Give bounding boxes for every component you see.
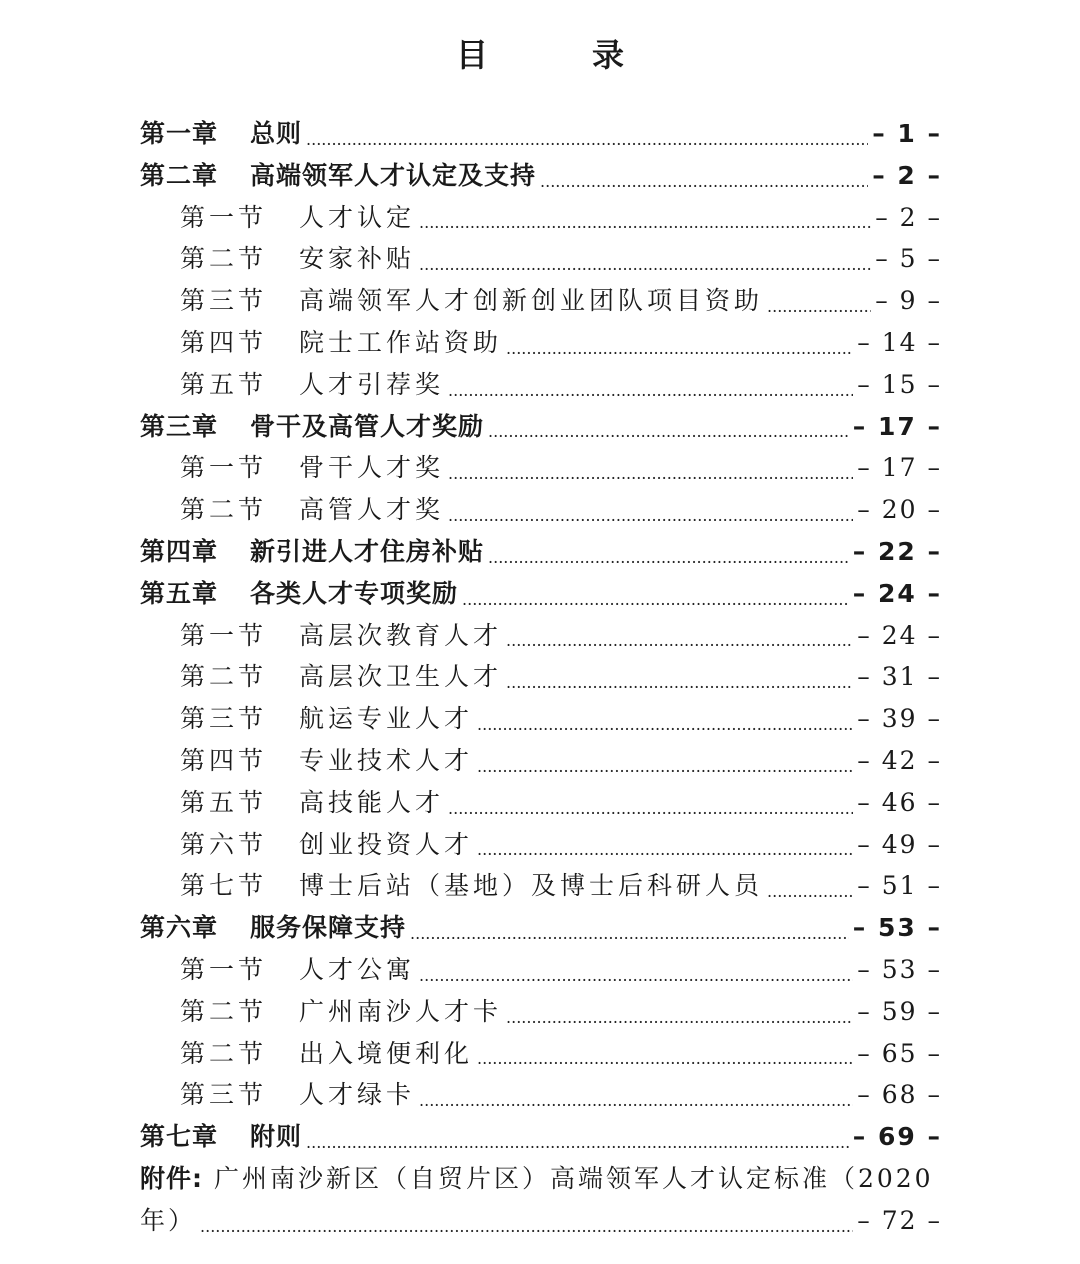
chapter-number: 第六章 [140,913,219,943]
toc-section-entry[interactable] [140,615,942,657]
page-number: – 2 – [875,202,942,232]
dot-leader [488,417,849,447]
section-title: 高端领军人才创新创业团队项目资助 [299,286,764,316]
section-title: 高层次教育人才 [299,620,503,650]
section-title: 人才公寓 [299,954,416,984]
toc-chapter-entry[interactable] [140,573,942,615]
toc-section-entry[interactable] [140,197,942,239]
chapter-title: 服务保障支持 [250,913,407,943]
chapter-title: 总则 [250,119,303,148]
section-number: 第三节 [180,1080,268,1110]
chapter-number: 第五章 [140,578,219,608]
page-number: – 53 – [857,954,942,984]
dot-leader [488,543,849,573]
section-number: 第三节 [180,286,268,316]
page-number: – 68 – [857,1080,942,1110]
section-number: 第五节 [180,369,268,399]
page-number: – 20 – [857,495,942,525]
chapter-number: 第三章 [140,411,219,441]
toc-section-entry[interactable] [140,991,942,1033]
toc-section-entry[interactable] [140,698,942,740]
attachment-entry-continued[interactable] [140,1200,942,1242]
dot-leader [462,585,849,615]
dot-leader [540,167,868,197]
chapter-number: 第二章 [140,160,219,190]
dot-leader [306,125,868,155]
dot-leader [506,668,853,698]
dot-leader [767,877,853,907]
dot-leader [419,250,871,280]
section-number: 第一节 [180,453,268,483]
section-title: 广州南沙人才卡 [299,996,503,1026]
dot-leader [410,919,849,949]
entry-label [180,238,415,280]
section-number: 第一节 [180,954,268,984]
chapter-title: 骨干及高管人才奖励 [250,411,485,441]
toc-chapter-entry[interactable] [140,155,942,197]
toc-section-entry[interactable] [140,656,942,698]
attachment-entry[interactable] [140,1158,942,1200]
section-number: 第五节 [180,787,268,817]
chapter-number: 第四章 [140,536,219,566]
dot-leader [200,1212,853,1242]
section-title: 专业技术人才 [299,745,474,775]
attachment-title: 广州南沙新区（自贸片区）高端领军人才认定标准（2020 [213,1163,934,1193]
page-number: – 53 – [852,913,942,943]
entry-label [180,1074,415,1116]
toc-chapter-entry[interactable] [140,907,942,949]
section-number: 第四节 [180,327,268,357]
page-number: – 46 – [857,787,942,817]
section-title: 航运专业人才 [299,704,474,734]
page-number: – 15 – [857,369,942,399]
dot-leader [477,752,853,782]
toc-chapter-entry[interactable] [140,406,942,448]
page-number: – 31 – [857,662,942,692]
entry-label [180,656,502,698]
toc-section-entry[interactable] [140,447,942,489]
dot-leader [448,376,853,406]
section-title: 高管人才奖 [299,495,445,525]
dot-leader [448,794,853,824]
entry-label [180,698,473,740]
section-title: 人才绿卡 [299,1080,416,1110]
dot-leader [419,208,871,238]
entry-label [180,364,444,406]
section-title: 博士后站（基地）及博士后科研人员 [299,871,764,901]
entry-label [180,824,473,866]
page-number: – 72 – [857,1205,942,1235]
dot-leader [448,501,853,531]
chapter-title: 新引进人才住房补贴 [250,536,485,566]
section-number: 第二节 [180,662,268,692]
section-title: 骨干人才奖 [299,453,445,483]
section-number: 第一节 [180,620,268,650]
section-title: 高层次卫生人才 [299,662,503,692]
dot-leader [506,334,853,364]
chapter-number: 第一章 [140,119,219,148]
section-title: 高技能人才 [299,787,445,817]
section-number: 第二节 [180,244,268,274]
toc-section-entry[interactable] [140,740,942,782]
page-number: – 65 – [857,1038,942,1068]
toc-section-entry[interactable] [140,489,942,531]
entry-label [180,322,502,364]
dot-leader [477,710,853,740]
entry-label [180,197,415,239]
toc-section-entry[interactable] [140,1033,942,1075]
section-number: 第二节 [180,1038,268,1068]
entry-label [140,907,406,949]
toc-section-entry[interactable] [140,1074,942,1116]
dot-leader [419,1086,853,1116]
page-number: – 1 – [872,119,942,148]
toc-section-entry[interactable] [140,949,942,991]
page-number: – 14 – [857,327,942,357]
entry-label [140,573,458,615]
section-number: 第一节 [180,202,268,232]
entry-label [140,531,484,573]
page-number: – 49 – [857,829,942,859]
toc-section-entry[interactable] [140,280,942,322]
dot-leader [448,459,853,489]
dot-leader [506,1003,853,1033]
page-number: – 5 – [875,244,942,274]
page-number: – 17 – [852,411,942,441]
section-title: 院士工作站资助 [299,327,503,357]
section-number: 第二节 [180,996,268,1026]
dot-leader [306,1128,849,1158]
page-title: 目 录 [455,36,660,74]
page-number: – 59 – [857,996,942,1026]
attachment-title-continued: 年） [140,1205,197,1235]
section-title: 人才引荐奖 [299,369,445,399]
entry-label [140,406,484,448]
dot-leader [477,835,853,865]
toc-section-entry[interactable] [140,364,942,406]
entry-label [180,782,444,824]
chapter-title: 高端领军人才认定及支持 [250,160,537,190]
toc-section-entry[interactable] [140,782,942,824]
entry-label [180,991,502,1033]
toc-section-entry[interactable] [140,238,942,280]
chapter-title: 附则 [250,1122,303,1152]
dot-leader [477,1044,853,1074]
entry-label [180,615,502,657]
toc-section-entry[interactable] [140,865,942,907]
table-of-contents [140,113,942,1242]
page-number: – 39 – [857,704,942,734]
page-number: – 2 – [872,160,942,190]
page-number: – 69 – [852,1122,942,1152]
page-number: – 51 – [857,871,942,901]
page-number: – 42 – [857,745,942,775]
toc-section-entry[interactable] [140,322,942,364]
toc-chapter-entry[interactable] [140,1116,942,1158]
entry-label [180,447,444,489]
attachment-label: 附件: [140,1163,203,1193]
dot-leader [506,626,853,656]
entry-label [180,489,444,531]
section-number: 第二节 [180,495,268,525]
section-title: 安家补贴 [299,244,416,274]
section-title: 出入境便利化 [299,1038,474,1068]
section-number: 第六节 [180,829,268,859]
entry-label [180,865,763,907]
page-number: – 9 – [875,286,942,316]
page-number: – 24 – [852,578,942,608]
entry-label [140,155,536,197]
section-title: 创业投资人才 [299,829,474,859]
dot-leader [419,961,853,991]
page-number: – 22 – [852,536,942,566]
entry-label [180,280,763,322]
chapter-title: 各类人才专项奖励 [250,578,459,608]
entry-label [140,113,302,155]
dot-leader [767,292,871,322]
entry-label [140,1116,302,1158]
entry-label [180,1033,473,1075]
section-title: 人才认定 [299,202,416,232]
page-number: – 24 – [857,620,942,650]
section-number: 第七节 [180,871,268,901]
toc-section-entry[interactable] [140,824,942,866]
section-number: 第四节 [180,745,268,775]
chapter-number: 第七章 [140,1122,219,1152]
toc-chapter-entry[interactable] [140,113,942,155]
toc-chapter-entry[interactable] [140,531,942,573]
entry-label [180,949,415,991]
entry-label [180,740,473,782]
section-number: 第三节 [180,704,268,734]
page-number: – 17 – [857,453,942,483]
